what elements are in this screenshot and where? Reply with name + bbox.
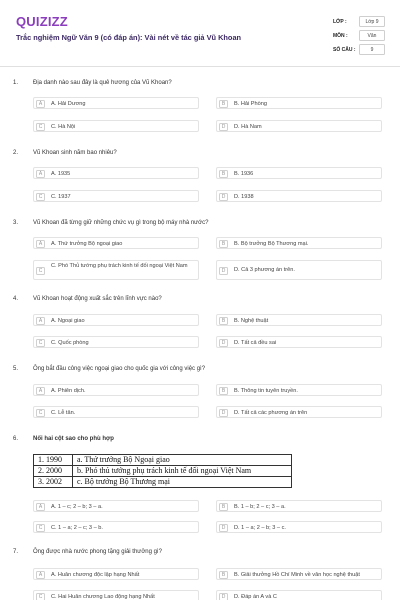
q2-option-a[interactable] <box>33 167 199 179</box>
option-text: B. 1936 <box>234 170 254 177</box>
option-letter: C <box>36 593 45 600</box>
header-divider <box>0 66 400 67</box>
option-letter: D <box>219 339 228 347</box>
option-text: D. 1938 <box>234 193 254 200</box>
option-text: B. Thông tin tuyên truyền. <box>234 387 298 394</box>
table-cell: 3. 2002 <box>34 477 73 488</box>
option-letter: B <box>219 170 228 178</box>
q2-option-c[interactable] <box>33 190 199 202</box>
worksheet-title: Trắc nghiệm Ngữ Văn 9 (có đáp án): Vài nét về tác giả Vũ Khoan <box>16 33 242 42</box>
q2-option-b[interactable] <box>216 167 382 179</box>
question-number: 7. <box>13 549 19 555</box>
option-text: B. 1 – b; 2 – c; 3 – a. <box>234 503 286 510</box>
option-text: D. Tất cả đều sai <box>234 339 277 346</box>
q5-option-b[interactable] <box>216 384 382 396</box>
q3-option-b[interactable] <box>216 237 382 249</box>
q7-option-b[interactable] <box>216 568 382 580</box>
option-text: C. Quốc phòng <box>51 339 89 346</box>
meta-subject-value: Văn <box>359 30 385 41</box>
q1-option-b[interactable] <box>216 97 382 109</box>
option-text: C. 1 – a; 2 – c; 3 – b. <box>51 524 103 531</box>
option-letter: D <box>219 267 228 275</box>
meta-count <box>333 44 387 55</box>
option-letter: D <box>219 193 228 201</box>
option-letter: A <box>36 503 45 511</box>
option-text: C. 1937 <box>51 193 71 200</box>
option-letter: A <box>36 317 45 325</box>
table-cell: 1. 1990 <box>34 455 73 466</box>
option-letter: A <box>36 240 45 248</box>
q4-option-a[interactable] <box>33 314 199 326</box>
option-letter: C <box>36 123 45 131</box>
option-text: B. Bộ trưởng Bộ Thương mại. <box>234 240 309 247</box>
q6-option-a[interactable] <box>33 500 199 512</box>
option-text: C. Phó Thủ tướng phụ trách kinh tế đối ngoại Việt Nam <box>51 263 188 270</box>
table-row <box>34 477 292 488</box>
option-letter: A <box>36 387 45 395</box>
q4-option-b[interactable] <box>216 314 382 326</box>
table-row <box>34 455 292 466</box>
option-letter: B <box>219 387 228 395</box>
question-number: 5. <box>13 366 19 372</box>
q3-option-d[interactable] <box>216 260 382 280</box>
question-number: 4. <box>13 296 19 302</box>
option-letter: D <box>219 593 228 600</box>
option-text: D. Đáp án A và C <box>234 593 277 600</box>
option-text: A. Phiên dịch. <box>51 387 86 394</box>
q7-option-a[interactable] <box>33 568 199 580</box>
option-letter: D <box>219 409 228 417</box>
q3-option-a[interactable] <box>33 237 199 249</box>
option-letter: A <box>36 170 45 178</box>
meta-subject <box>333 30 387 41</box>
question-text: Nối hai cột sao cho phù hợp <box>33 436 114 442</box>
meta-grade-label: LỚP : <box>333 19 347 25</box>
question-text: Vũ Khoan hoạt động xuất sắc trên lĩnh vực nào? <box>33 296 162 302</box>
q7-option-c[interactable] <box>33 590 199 600</box>
option-text: A. Thứ trưởng Bộ ngoại giao <box>51 240 123 247</box>
table-cell: a. Thứ trưởng Bộ Ngoại giao <box>73 455 292 466</box>
option-text: A. Hải Dương <box>51 100 86 107</box>
matching-table <box>33 454 292 488</box>
q1-option-c[interactable] <box>33 120 199 132</box>
question-text: Vũ Khoan đã từng giữ những chức vụ gì trong bộ máy nhà nước? <box>33 220 209 226</box>
option-text: B. Nghệ thuật <box>234 317 269 324</box>
q6-option-c[interactable] <box>33 521 199 533</box>
option-letter: C <box>36 409 45 417</box>
q5-option-d[interactable] <box>216 406 382 418</box>
meta-grade-value: Lớp 9 <box>359 16 385 27</box>
table-cell: c. Bộ trưởng Bộ Thương mại <box>73 477 292 488</box>
table-cell: b. Phó thủ tướng phụ trách kinh tế đối ngoại Việt Nam <box>73 466 292 477</box>
meta-count-label: SỐ CÂU : <box>333 47 356 53</box>
option-letter: C <box>36 339 45 347</box>
q1-option-a[interactable] <box>33 97 199 109</box>
meta-grade <box>333 16 387 27</box>
option-text: D. 1 – a; 2 – b; 3 – c. <box>234 524 286 531</box>
option-text: A. Ngoại giao <box>51 317 85 324</box>
meta-count-value: 9 <box>359 44 385 55</box>
quizizz-logo: QUIZIZZ <box>16 14 68 29</box>
meta-subject-label: MÔN : <box>333 33 348 39</box>
question-text: Địa danh nào sau đây là quê hương của Vũ Khoan? <box>33 80 172 86</box>
q3-option-c[interactable] <box>33 260 199 280</box>
question-number: 6. <box>13 436 19 442</box>
q4-option-c[interactable] <box>33 336 199 348</box>
q1-option-d[interactable] <box>216 120 382 132</box>
question-number: 3. <box>13 220 19 226</box>
option-text: A. 1 – c; 2 – b; 3 – a. <box>51 503 103 510</box>
option-letter: B <box>219 240 228 248</box>
option-letter: C <box>36 524 45 532</box>
q5-option-a[interactable] <box>33 384 199 396</box>
option-text: B. Hải Phòng <box>234 100 267 107</box>
option-letter: B <box>219 100 228 108</box>
option-letter: A <box>36 571 45 579</box>
worksheet-header <box>0 0 400 64</box>
q6-option-d[interactable] <box>216 521 382 533</box>
option-text: C. Hà Nội <box>51 123 76 130</box>
option-text: D. Hà Nam <box>234 123 262 130</box>
q7-option-d[interactable] <box>216 590 382 600</box>
q5-option-c[interactable] <box>33 406 199 418</box>
table-cell: 2. 2000 <box>34 466 73 477</box>
option-letter: D <box>219 123 228 131</box>
option-letter: B <box>219 503 228 511</box>
q2-option-d[interactable] <box>216 190 382 202</box>
option-letter: B <box>219 317 228 325</box>
option-text: A. Huân chương độc lập hạng Nhất <box>51 571 140 578</box>
option-text: D. Cả 3 phương án trên. <box>234 267 295 273</box>
option-text: B. Giải thưởng Hồ Chí Minh về văn học nghệ thuật <box>234 571 360 578</box>
question-text: Ông bắt đầu công việc ngoại giao cho quốc gia với công việc gì? <box>33 366 206 372</box>
question-text: Vũ Khoan sinh năm bao nhiêu? <box>33 150 117 156</box>
option-text: A. 1935 <box>51 170 71 177</box>
q4-option-d[interactable] <box>216 336 382 348</box>
q6-option-b[interactable] <box>216 500 382 512</box>
option-letter: A <box>36 100 45 108</box>
question-number: 1. <box>13 80 19 86</box>
question-number: 2. <box>13 150 19 156</box>
option-letter: C <box>36 267 45 275</box>
option-letter: B <box>219 571 228 579</box>
question-text: Ông được nhà nước phong tặng giải thưởng gì? <box>33 549 162 555</box>
option-letter: C <box>36 193 45 201</box>
option-text: D. Tất cả các phương án trên <box>234 409 308 416</box>
option-letter: D <box>219 524 228 532</box>
option-text: C. Lễ tân. <box>51 409 76 416</box>
option-text: C. Hai Huân chương Lao động hạng Nhất <box>51 593 155 600</box>
table-row <box>34 466 292 477</box>
